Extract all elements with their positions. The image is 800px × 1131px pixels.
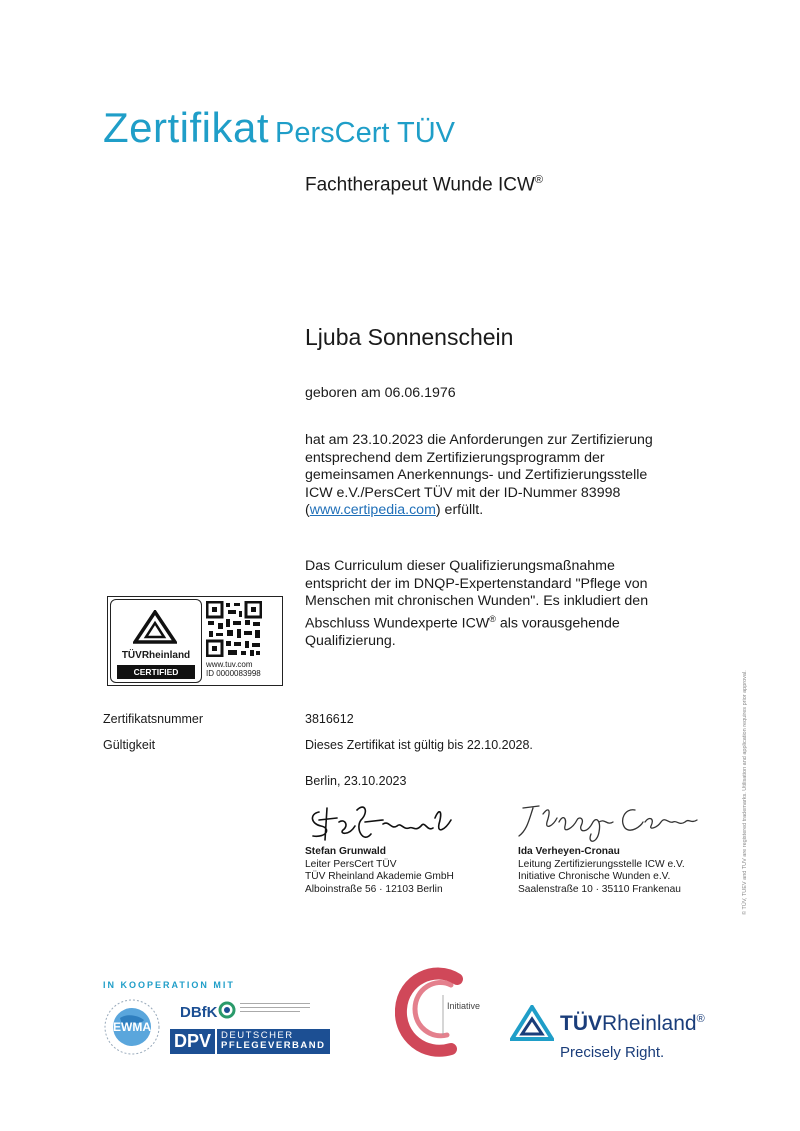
curriculum-line [305, 611, 648, 633]
dpv-long [215, 1029, 329, 1054]
dpv-short: DPV [170, 1029, 215, 1054]
tuv-brand-bold: TÜV [560, 1012, 602, 1035]
curriculum-line: Qualifizierung. [305, 633, 396, 650]
icw-initiative-logo [395, 965, 485, 1057]
curriculum-line: Menschen mit chronischen Wunden". Es inkludiert den [305, 593, 649, 610]
seal-info [206, 660, 261, 678]
signatory-org: TÜV Rheinland Akademie GmbH [305, 871, 454, 882]
tuv-slogan: Precisely Right. [560, 1044, 665, 1061]
tuv-rheinland-triangle-icon [510, 1005, 554, 1041]
tuv-brand-rest: Rheinland [602, 1012, 697, 1035]
seal-mark-box [110, 599, 202, 683]
dpv-line: DEUTSCHER [221, 1030, 294, 1041]
birth-line: geboren am 06.06.1976 [305, 385, 456, 401]
curriculum-text: als vorausgehende [495, 615, 620, 632]
curriculum-paragraph [305, 558, 648, 651]
ewma-logo [96, 996, 168, 1058]
seal-id: ID 0000083998 [206, 669, 261, 678]
title-sub: PersCert TÜV [275, 117, 455, 149]
tuv-triangle-icon [133, 610, 177, 644]
validity-value: Dieses Zertifikat ist gültig bis 22.10.2028. [305, 738, 533, 752]
certipedia-link[interactable]: www.certipedia.com [309, 502, 436, 519]
requirements-line: ICW e.V./PersCert TÜV mit der ID-Nummer 83998 [305, 484, 621, 501]
signature-ida-verheyen-cronau [515, 800, 705, 844]
requirements-line: entsprechend dem Zertifizierungsprogramm der [305, 449, 605, 466]
tuv-certified-seal [107, 596, 283, 686]
icw-text: Initiative [447, 1001, 481, 1011]
curriculum-line: entspricht der im DNQP-Expertenstandard "Pflege von [305, 575, 648, 592]
program-name-text: Fachtherapeut Wunde ICW [305, 174, 535, 196]
cert-number-label: Zertifikatsnummer [103, 712, 204, 726]
link-paren: ( [305, 502, 310, 519]
seal-url: www.tuv.com [206, 660, 253, 669]
qr-code-icon [206, 601, 262, 657]
cert-number-value: 3816612 [305, 712, 354, 726]
tuv-rheinland-name [560, 1012, 705, 1036]
ewma-text: EWMA [113, 1020, 151, 1034]
signature-stefan-grunwald [305, 800, 465, 848]
requirements-paragraph [305, 432, 653, 520]
signatory-address: Saalenstraße 10 · 35110 Frankenau [518, 883, 681, 895]
dbfk-tagline-lines [240, 1003, 310, 1008]
dbfk-tagline-line [240, 1011, 300, 1014]
signatory-address: Alboinstraße 56 · 12103 Berlin [305, 883, 443, 895]
program-name [305, 174, 543, 196]
requirements-line [305, 502, 653, 520]
cooperation-heading: IN KOOPERATION MIT [103, 980, 235, 990]
registered-mark: ® [489, 613, 496, 624]
curriculum-text: Abschluss Wundexperte ICW [305, 615, 490, 632]
link-suffix: ) erfüllt. [435, 502, 484, 519]
dbfk-logo-text: DBfK [180, 1004, 218, 1021]
signatory-role: Leitung Zertifizierungsstelle ICW e.V. [518, 858, 685, 870]
dpv-line: PFLEGEVERBAND [221, 1040, 326, 1051]
signatory-role: Leiter PersCert TÜV [305, 858, 397, 870]
certified-badge: CERTIFIED [117, 665, 195, 679]
signatory-block [305, 846, 454, 896]
signatory-name: Stefan Grunwald [305, 846, 386, 857]
trademark-side-note: © TÜV, TUEV and TUV are registered trademarks. Utilisation and application requires prior approval. [742, 670, 748, 915]
tuv-reg-mark: ® [696, 1013, 705, 1025]
registered-mark: ® [534, 174, 543, 186]
requirements-line: hat am 23.10.2023 die Anforderungen zur Zertifizierung [305, 432, 653, 448]
signatory-name: Ida Verheyen-Cronau [518, 846, 620, 857]
signatory-block [518, 846, 685, 896]
place-date: Berlin, 23.10.2023 [305, 774, 407, 788]
curriculum-line: Das Curriculum dieser Qualifizierungsmaßnahme [305, 558, 615, 574]
title-main: Zertifikat [103, 104, 270, 151]
requirements-line: gemeinsamen Anerkennungs- und Zertifizierungsstelle [305, 467, 648, 484]
certificate-title [103, 104, 455, 152]
signatory-org: Initiative Chronische Wunden e.V. [518, 871, 671, 882]
validity-label: Gültigkeit [103, 738, 156, 752]
holder-name: Ljuba Sonnenschein [305, 324, 514, 350]
seal-brand: TÜVRheinland [121, 650, 191, 661]
dbfk-ring-icon [218, 1001, 236, 1019]
dpv-logo [170, 1029, 330, 1054]
